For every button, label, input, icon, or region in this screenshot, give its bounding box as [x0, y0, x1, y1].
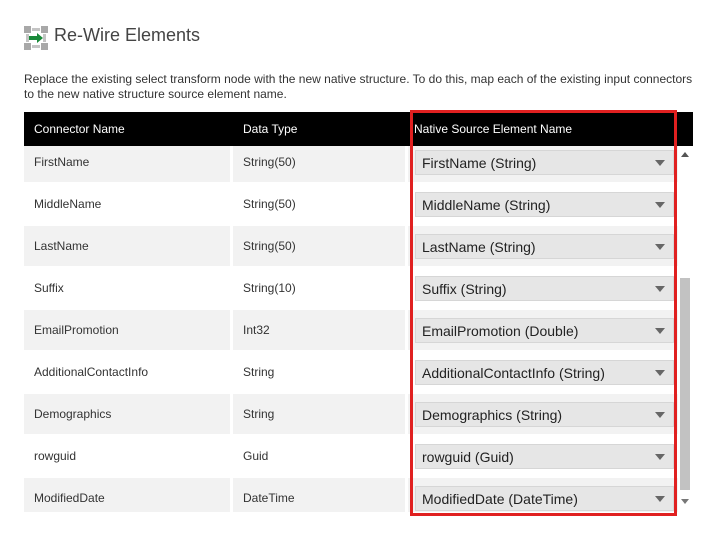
native-source-selected-value: Demographics (String): [422, 407, 563, 423]
connector-name: Demographics: [34, 407, 112, 421]
native-source-dropdown[interactable]: [415, 486, 674, 511]
dialog-header: [24, 24, 201, 52]
native-source-dropdown[interactable]: [415, 192, 674, 217]
native-source-dropdown[interactable]: [415, 360, 674, 385]
table-row[interactable]: [24, 184, 678, 226]
native-source-cell: [408, 268, 678, 308]
native-source-cell: [408, 310, 678, 350]
native-source-dropdown[interactable]: [415, 444, 674, 469]
native-source-selected-value: MiddleName (String): [422, 197, 551, 213]
column-header-data-type[interactable]: Data Type: [243, 122, 298, 136]
scrollbar-thumb[interactable]: [680, 278, 690, 490]
table-row[interactable]: [24, 394, 678, 436]
connector-name-cell: [24, 146, 230, 182]
data-type-cell: [233, 436, 405, 476]
native-source-dropdown[interactable]: [415, 402, 674, 427]
native-source-selected-value: AdditionalContactInfo (String): [422, 365, 605, 381]
data-type: String(50): [243, 239, 296, 253]
chevron-down-icon[interactable]: [655, 244, 665, 250]
connector-name: LastName: [34, 239, 89, 253]
native-source-cell: [408, 226, 678, 266]
grid-body: [24, 146, 693, 512]
data-type-cell: [233, 146, 405, 182]
data-type: String: [243, 407, 275, 421]
table-row[interactable]: [24, 352, 678, 394]
connector-name: ModifiedDate: [34, 491, 105, 505]
connector-name-cell: [24, 310, 230, 350]
table-row[interactable]: [24, 146, 678, 184]
data-type: Guid: [243, 449, 269, 463]
connector-name-cell: [24, 352, 230, 392]
data-type-cell: [233, 226, 405, 266]
chevron-down-icon[interactable]: [655, 286, 665, 292]
chevron-down-icon[interactable]: [655, 454, 665, 460]
data-type-cell: [233, 268, 405, 308]
native-source-cell: [408, 478, 678, 512]
native-source-cell: [408, 394, 678, 434]
data-type-cell: [233, 478, 405, 512]
chevron-down-icon[interactable]: [655, 202, 665, 208]
table-row[interactable]: [24, 226, 678, 268]
native-source-cell: [408, 184, 678, 224]
connector-name-cell: [24, 226, 230, 266]
data-type-cell: [233, 394, 405, 434]
connector-name: MiddleName: [34, 197, 102, 211]
native-source-selected-value: ModifiedDate (DateTime): [422, 491, 578, 507]
column-header-native-source-element-name[interactable]: Native Source Element Name: [414, 122, 573, 136]
connector-name: rowguid: [34, 449, 77, 463]
native-source-cell: [408, 352, 678, 392]
connector-name: FirstName: [34, 155, 90, 169]
native-source-selected-value: EmailPromotion (Double): [422, 323, 579, 339]
native-source-cell: [408, 436, 678, 476]
data-type-cell: [233, 352, 405, 392]
column-header-connector-name[interactable]: Connector Name: [34, 122, 125, 136]
data-type-cell: [233, 310, 405, 350]
connector-name: EmailPromotion: [34, 323, 119, 337]
connector-name-cell: [24, 184, 230, 224]
connector-name-cell: [24, 268, 230, 308]
chevron-down-icon[interactable]: [655, 160, 665, 166]
data-type: String(50): [243, 155, 296, 169]
data-type: String(50): [243, 197, 296, 211]
table-row[interactable]: [24, 310, 678, 352]
grid-header: [24, 112, 693, 146]
grid-scrollbar[interactable]: [678, 146, 692, 512]
native-source-dropdown[interactable]: [415, 276, 674, 301]
native-source-selected-value: Suffix (String): [422, 281, 507, 297]
table-row[interactable]: [24, 436, 678, 478]
data-type: Int32: [243, 323, 270, 337]
data-type: String(10): [243, 281, 296, 295]
connector-name-cell: [24, 394, 230, 434]
dialog-title: Re-Wire Elements: [54, 25, 201, 45]
scroll-up-arrow-icon[interactable]: [681, 152, 689, 157]
data-type: String: [243, 365, 275, 379]
data-type-cell: [233, 184, 405, 224]
chevron-down-icon[interactable]: [655, 370, 665, 376]
rewire-icon: [24, 26, 48, 50]
connector-name-cell: [24, 478, 230, 512]
native-source-selected-value: rowguid (Guid): [422, 449, 514, 465]
table-row[interactable]: [24, 268, 678, 310]
native-source-dropdown[interactable]: [415, 318, 674, 343]
scroll-down-arrow-icon[interactable]: [681, 499, 689, 504]
connector-name: AdditionalContactInfo: [34, 365, 149, 379]
grid-rows: [24, 146, 678, 512]
native-source-selected-value: LastName (String): [422, 239, 536, 255]
chevron-down-icon[interactable]: [655, 496, 665, 502]
description-text: Replace the existing select transform node with the new native structure. To do this, map each of the existing input connectors to the new native structure source element name.: [24, 72, 693, 101]
chevron-down-icon[interactable]: [655, 328, 665, 334]
chevron-down-icon[interactable]: [655, 412, 665, 418]
native-source-dropdown[interactable]: [415, 234, 674, 259]
native-source-cell: [408, 146, 678, 182]
native-source-dropdown[interactable]: [415, 150, 674, 175]
data-type: DateTime: [243, 491, 295, 505]
table-row[interactable]: [24, 478, 678, 512]
connector-name-cell: [24, 436, 230, 476]
connector-name: Suffix: [34, 281, 64, 295]
native-source-selected-value: FirstName (String): [422, 155, 537, 171]
